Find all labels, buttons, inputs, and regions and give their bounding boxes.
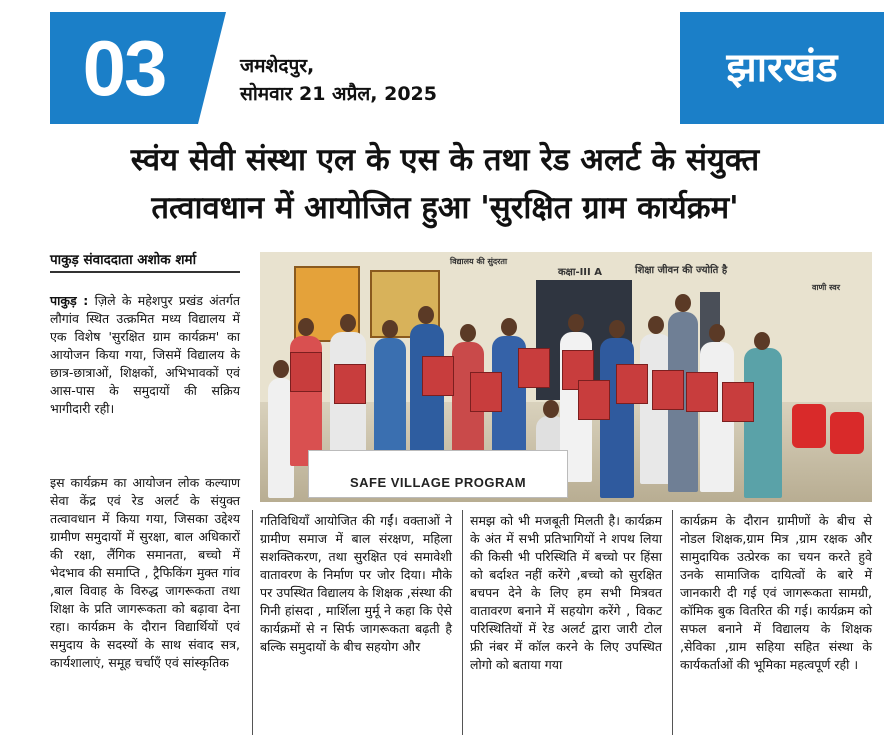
photo-red-chair: [792, 404, 826, 448]
photo-comic-book: [578, 380, 610, 420]
photo-head: [382, 320, 398, 338]
photo-comic-book: [686, 372, 718, 412]
photo-head: [298, 318, 314, 336]
article-column-1-top: [50, 292, 240, 418]
dateline-city: जमशेदपुर,: [240, 55, 315, 77]
byline: पाकुड़ संवाददाता अशोक शर्मा: [50, 250, 240, 273]
photo-head: [609, 320, 625, 338]
column-divider: [672, 510, 673, 735]
photo-head: [543, 400, 559, 418]
photo-head: [648, 316, 664, 334]
photo-head: [340, 314, 356, 332]
page-number-slant: [198, 12, 226, 124]
photo-banner: SAFE VILLAGE PROGRAM: [308, 450, 568, 498]
photo-comic-book: [518, 348, 550, 388]
article-column-4: कार्यक्रम के दौरान ग्रामीणों के बीच से नोडल शिक्षक,ग्राम मित्र ,ग्राम रक्षक और सामुदायिक उत्प्रेरक का चयन करते हुवे उनके सामाजिक दायित्वों के बारे में जानकारी दी गई एवं जागरूकता सामग्री, कॉमिक बुक वितरित की गई। कार्यक्रम को सफल बनाने में विद्यालय के शिक्षक ,सेविका ,ग्राम सहिया सहित संस्था के कार्यकर्ताओं की भूमिका महत्वपूर्ण रही ।: [680, 513, 872, 672]
photo-head: [418, 306, 434, 324]
article-dateline: पाकुड़ :: [50, 293, 89, 308]
photo-head: [709, 324, 725, 342]
article-paragraph-2: इस कार्यक्रम का आयोजन लोक कल्याण सेवा केंद्र एवं रेड अलर्ट के संयुक्त तत्वावधान में किया गया, जिसका उद्देश्य ग्रामीण समुदायों में सुरक्षा, बाल अधिकारों की रक्षा, लैंगिक समानता, बच्चो में भेदभाव की समाप्ति , ट्रैफिकिंग मुक्त गांव ,बाल विवाह के विरुद्ध जागरूकता तथा शिक्षा के प्रति जागरूकता को बढ़ावा देना रहा। कार्यक्रम के दौरान विद्यार्थियों एवं समुदाय के सदस्यों के साथ संवाद सत्र, कार्यशालाएं, समूह चर्चाएँ एवं सांस्कृतिक: [50, 475, 240, 670]
photo-head: [460, 324, 476, 342]
article-paragraph: [50, 292, 240, 418]
headline: [20, 136, 870, 232]
photo-head: [568, 314, 584, 332]
photo-person: [744, 348, 782, 498]
photo-red-chair: [830, 412, 864, 454]
headline-line-2: तत्वावधान में आयोजित हुआ 'सुरक्षित ग्राम कार्यक्रम': [151, 190, 739, 226]
section-name: झारखंड: [726, 45, 838, 91]
photo-wall-text: विद्यालय की सुंदरता: [450, 257, 508, 266]
dateline-date: सोमवार 21 अप्रैल, 2025: [240, 83, 437, 105]
masthead: [50, 12, 884, 124]
news-photo: [260, 252, 872, 502]
section-band: [680, 12, 884, 124]
photo-wall-text: वाणी स्वर: [812, 283, 840, 292]
photo-comic-book: [470, 372, 502, 412]
column-divider: [252, 510, 253, 735]
photo-head: [501, 318, 517, 336]
article-column-2: गतिविधियाँ आयोजित की गईं। वक्ताओं ने ग्रामीण समाज में बाल संरक्षण, महिला सशक्तिकरण, तथा सुरक्षित एवं समावेशी वातावरण के निर्माण पर जोर दिया। मौके पर उपस्थित विद्यालय के शिक्षक ,संस्था की गिनी हांसदा , मार्शिला मुर्मू ने कहा कि ऐसे कार्यक्रमों से न सिर्फ जागरूकता बढ़ती है बल्कि समुदायों के बीच सहयोग और: [260, 513, 452, 654]
photo-head: [273, 360, 289, 378]
photo-person: [374, 338, 406, 468]
photo-comic-book: [616, 364, 648, 404]
article-paragraph-1: ज़िले के महेशपुर प्रखंड अंतर्गत लौगांव स्थित उत्क्रमित मध्य विद्यालय में एक विशेष 'सुरक्षित ग्राम कार्यक्रम' का आयोजन किया गया, जिसमें विद्यालय के छात्र-छात्राओं, शिक्षकों, अभिभावकों एवं आस-पास के समुदायों की सक्रिय भागीदारी रही।: [50, 293, 241, 416]
photo-wall-text: कक्षा-III A: [558, 267, 602, 278]
photo-comic-book: [652, 370, 684, 410]
page-number: 03: [50, 12, 198, 124]
photo-comic-book: [422, 356, 454, 396]
photo-wall-text: शिक्षा जीवन की ज्योति है: [635, 265, 728, 276]
article-column-3: समझ को भी मजबूती मिलती है। कार्यक्रम के अंत में सभी प्रतिभागियों ने शपथ लिया की किसी भी परिस्थिति में बच्चो पर हिंसा को बर्दाश्त नहीं करेंगे ,बच्चो को सुरक्षित बचपन देने के लिए हम सभी मित्रवत वातावरण बनाने में सहयोग करेंगे , विकट परिस्थितियों में रेड अलर्ट द्वारा जारी टोल फ्री नंबर में कॉल करने के लिए उपस्थित लोगो को बताया गया: [470, 513, 662, 672]
article-column-1-bottom: [50, 474, 240, 672]
column-divider: [462, 510, 463, 735]
headline-line-1: स्वंय सेवी संस्था एल के एस के तथा रेड अलर्ट के संयुक्त: [130, 142, 760, 178]
photo-comic-book: [290, 352, 322, 392]
dateline: [240, 52, 437, 108]
photo-head: [754, 332, 770, 350]
photo-comic-book: [334, 364, 366, 404]
photo-comic-book: [722, 382, 754, 422]
photo-head: [675, 294, 691, 312]
